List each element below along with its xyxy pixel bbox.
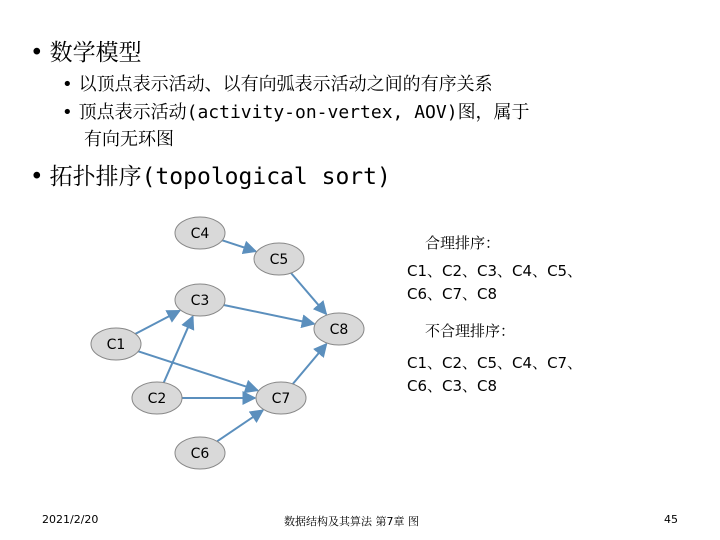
bullet-topological-sort-term: (topological sort) — [141, 164, 391, 190]
bullet-dot-icon: • — [62, 102, 73, 123]
bullet-dot-icon: • — [30, 40, 44, 66]
edge-c3-c8 — [224, 305, 314, 324]
edge-c2-c3 — [164, 316, 193, 382]
bullet-dot-icon: • — [30, 164, 44, 190]
bullet-topological-sort-cn: 拓扑排序 — [49, 164, 142, 190]
invalid-order-label: 不合理排序： — [425, 322, 516, 340]
bullet-aov-graph-cn: 顶点表示活动 — [78, 102, 187, 123]
edge-c1-c3 — [135, 311, 179, 334]
node-c8 — [314, 313, 364, 345]
invalid-order-line-1: C1、C2、C5、C4、C7、 — [407, 354, 583, 372]
footer-title: 数据结构及其算法 第7章 图 — [284, 515, 419, 528]
edge-c6-c7 — [217, 410, 263, 441]
node-c2 — [132, 382, 182, 414]
node-c3 — [175, 284, 225, 316]
bullet-aov-graph-tail: 图，属于 — [457, 102, 530, 123]
bullet-dot-icon: • — [62, 74, 73, 95]
node-c7 — [256, 382, 306, 414]
bullet-aov-graph-term: (activity-on-vertex, AOV) — [186, 102, 458, 123]
valid-order-line-2: C6、C7、C8 — [407, 285, 498, 303]
edge-c4-c5 — [222, 240, 256, 251]
bullet-aov-definition-text: 以顶点表示活动、以有向弧表示活动之间的有序关系 — [78, 74, 493, 95]
node-label: C6 — [190, 446, 210, 462]
valid-order-label: 合理排序： — [425, 234, 501, 252]
node-label: C5 — [269, 252, 289, 268]
node-c5 — [254, 243, 304, 275]
node-label: C8 — [329, 322, 349, 338]
node-c4 — [175, 217, 225, 249]
invalid-order-line-2: C6、C3、C8 — [407, 377, 498, 395]
edge-c5-c8 — [291, 273, 326, 314]
node-label: C1 — [106, 337, 126, 353]
node-label: C4 — [190, 226, 210, 242]
node-label: C3 — [190, 293, 210, 309]
node-c1 — [91, 328, 141, 360]
graph-nodes — [91, 217, 364, 469]
node-label: C7 — [271, 391, 291, 407]
footer-page-number: 45 — [664, 513, 678, 526]
footer-date: 2021/2/20 — [42, 513, 99, 526]
edge-c7-c8 — [293, 344, 327, 384]
bullet-aov-graph-continuation: 有向无环图 — [84, 129, 174, 150]
bullet-math-model-text: 数学模型 — [49, 40, 142, 66]
node-label: C2 — [147, 391, 167, 407]
node-c6 — [175, 437, 225, 469]
valid-order-line-1: C1、C2、C3、C4、C5、 — [407, 262, 583, 280]
